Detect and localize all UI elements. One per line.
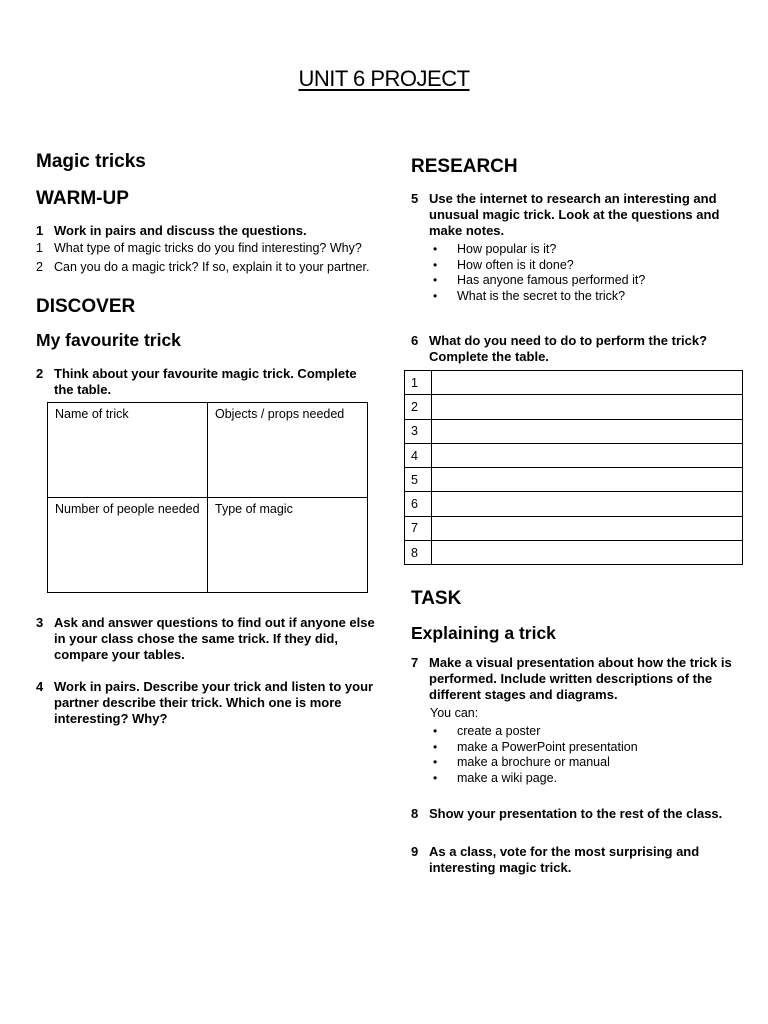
table-cell-objects-props[interactable] [208, 403, 368, 498]
list-item: • make a wiki page. [411, 771, 751, 787]
table-row [405, 516, 743, 540]
question-number: 9 [411, 844, 419, 860]
task-options-list [411, 724, 751, 786]
question-2 [36, 366, 376, 398]
question-number: 1 [36, 223, 44, 238]
row-number: 6 [405, 492, 432, 516]
cell-label: Objects / props needed [215, 407, 345, 421]
question-text: Work in pairs and discuss the questions. [54, 223, 307, 238]
row-number: 2 [405, 395, 432, 419]
question-1 [36, 223, 376, 239]
page-title-text: UNIT 6 PROJECT [298, 66, 470, 91]
question-text: As a class, vote for the most surprising and interesting magic trick. [429, 844, 700, 876]
row-number: 5 [405, 468, 432, 492]
research-questions-list [411, 242, 751, 304]
sub-question-number: 2 [36, 260, 43, 274]
question-8 [411, 806, 751, 822]
answer-cell[interactable] [432, 443, 743, 467]
cell-label: Name of trick [55, 407, 129, 421]
question-4 [36, 679, 376, 727]
sub-question-1 [36, 241, 376, 256]
list-item: • How popular is it? [411, 242, 751, 258]
list-item: • How often is it done? [411, 258, 751, 274]
right-column [411, 155, 751, 876]
table-row [405, 371, 743, 395]
row-number: 8 [405, 541, 432, 565]
heading-discover: DISCOVER [36, 296, 136, 317]
table-row [405, 492, 743, 516]
table-row [48, 403, 368, 498]
table-cell-number-of-people[interactable] [48, 498, 208, 593]
list-item: • make a PowerPoint presentation [411, 740, 751, 756]
question-number: 5 [411, 191, 419, 206]
list-item: • make a brochure or manual [411, 755, 751, 771]
table-row [405, 395, 743, 419]
answer-cell[interactable] [432, 419, 743, 443]
question-7 [411, 655, 751, 703]
question-text: Think about your favourite magic trick. Complete the table. [54, 366, 357, 397]
question-text: Use the internet to research an interesting and unusual magic trick. Look at the questions and make notes. [429, 191, 720, 238]
table-row [48, 498, 368, 593]
answer-cell[interactable] [432, 468, 743, 492]
sub-question-number: 1 [36, 241, 43, 255]
you-can-label: You can: [430, 706, 479, 721]
section-title-magic-tricks: Magic tricks [36, 151, 146, 172]
list-item: • create a poster [411, 724, 751, 740]
left-column [36, 150, 376, 727]
row-number: 4 [405, 443, 432, 467]
question-6 [411, 333, 751, 365]
steps-table [404, 370, 743, 565]
table-row [405, 468, 743, 492]
table-cell-name-of-trick[interactable] [48, 403, 208, 498]
question-number: 3 [36, 615, 44, 630]
question-number: 6 [411, 333, 419, 348]
subheading-explaining-a-trick: Explaining a trick [411, 623, 556, 644]
question-5 [411, 191, 751, 239]
question-text: What do you need to do to perform the trick? Complete the table. [429, 333, 708, 364]
cell-label: Number of people needed [55, 502, 200, 516]
sub-question-2 [36, 260, 376, 275]
table-row [405, 443, 743, 467]
cell-label: Type of magic [215, 502, 293, 516]
table-row [405, 541, 743, 565]
question-text: Show your presentation to the rest of the class. [429, 806, 723, 822]
list-item: • What is the secret to the trick? [411, 289, 751, 305]
row-number: 3 [405, 419, 432, 443]
question-number: 2 [36, 366, 44, 381]
page-title [0, 66, 768, 92]
question-3 [36, 615, 376, 663]
table-row [405, 419, 743, 443]
answer-cell[interactable] [432, 395, 743, 419]
answer-cell[interactable] [432, 371, 743, 395]
list-item: • Has anyone famous performed it? [411, 273, 751, 289]
row-number: 7 [405, 516, 432, 540]
question-number: 8 [411, 806, 419, 822]
row-number: 1 [405, 371, 432, 395]
answer-cell[interactable] [432, 541, 743, 565]
question-9 [411, 844, 751, 876]
sub-question-text: Can you do a magic trick? If so, explain it to your partner. [54, 260, 370, 274]
heading-research: RESEARCH [411, 156, 518, 177]
question-text: Make a visual presentation about how the trick is performed. Include written descriptions of the different stages and diagrams. [429, 655, 732, 703]
heading-warm-up: WARM-UP [36, 188, 129, 209]
question-number: 7 [411, 655, 419, 671]
heading-task: TASK [411, 588, 462, 610]
answer-cell[interactable] [432, 492, 743, 516]
question-number: 4 [36, 679, 44, 694]
answer-cell[interactable] [432, 516, 743, 540]
sub-question-text: What type of magic tricks do you find interesting? Why? [54, 241, 362, 255]
question-text: Ask and answer questions to find out if anyone else in your class chose the same trick. If they did, compare your tables. [54, 615, 375, 662]
subheading-my-favourite-trick: My favourite trick [36, 330, 181, 350]
question-text: Work in pairs. Describe your trick and listen to your partner describe their trick. Which one is more interesting? Why? [54, 679, 374, 726]
table-cell-type-of-magic[interactable] [208, 498, 368, 593]
favourite-trick-table [47, 402, 368, 593]
